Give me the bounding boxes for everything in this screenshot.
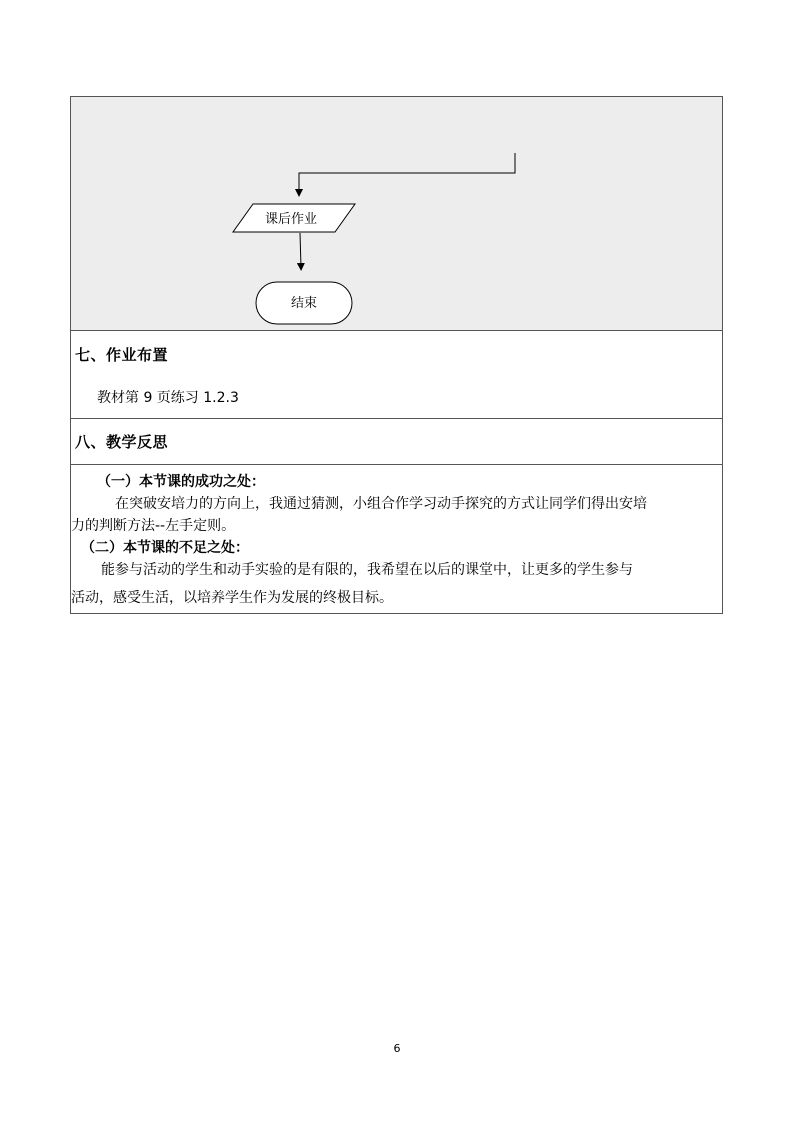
page-number: 6 [393,1042,401,1055]
shortcoming-line-2: 活动，感受生活，以培养学生作为发展的终极目标。 [71,590,393,606]
section-reflection-header [71,419,722,465]
section-title-homework: 七、作业布置 [75,346,169,364]
section-title-reflection: 八、教学反思 [75,433,169,451]
section-homework [71,331,722,419]
flowchart-cell [71,97,722,331]
success-line-2: 力的判断方法--左手定则。 [71,518,236,534]
flow-connector [299,153,515,193]
shortcoming-line-1: 能参与活动的学生和动手实验的是有限的，我希望在以后的课堂中，让更多的学生参与 [101,562,633,578]
subsection-title-shortcoming: （二）本节课的不足之处： [81,540,249,556]
end-node-label: 结束 [290,296,318,311]
lesson-table [70,96,723,614]
subsection-title-success: （一）本节课的成功之处： [97,474,265,490]
homework-content: 教材第 9 页练习 1.2.3 [97,390,239,406]
section-reflection-body [71,465,722,613]
homework-node-label: 课后作业 [264,212,318,227]
success-line-1: 在突破安培力的方向上，我通过猜测，小组合作学习动手探究的方式让同学们得出安培 [115,496,647,512]
flow-arrow-to-end [300,233,301,267]
flowchart [71,97,724,330]
